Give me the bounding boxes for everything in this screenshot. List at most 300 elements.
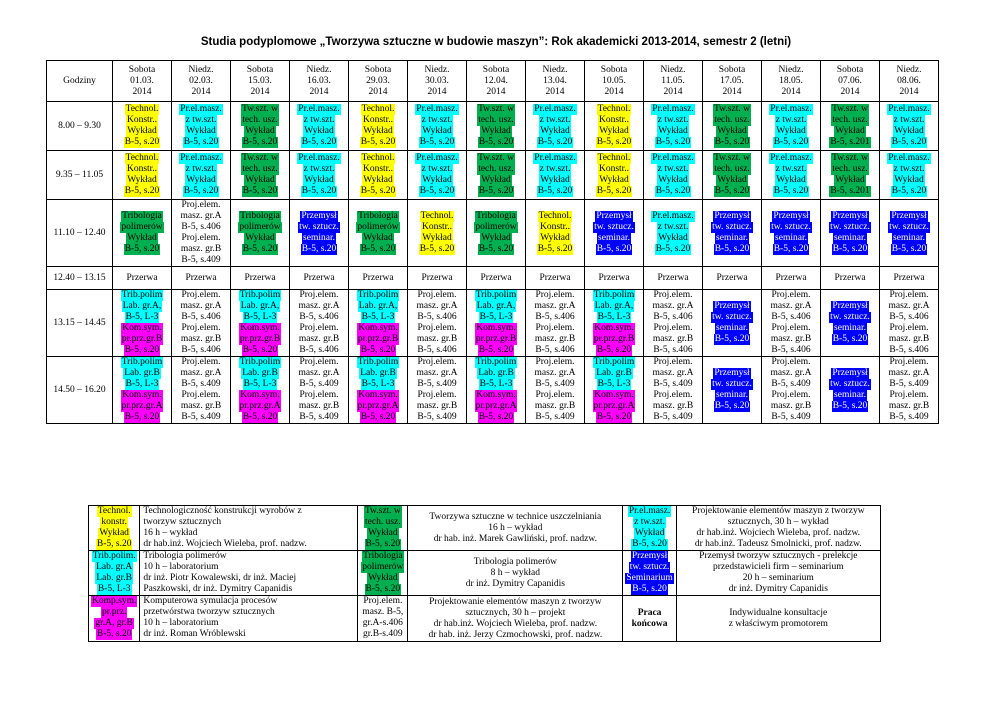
cell-line: [880, 323, 938, 334]
class-cell: [349, 290, 408, 357]
cell-text: 17.05.: [720, 75, 744, 86]
cell-text: 20 h – seminarium: [742, 573, 814, 583]
cell-line: [113, 153, 171, 164]
cell-text: masz. gr.B: [888, 334, 930, 344]
cell-text: 2014: [545, 86, 565, 97]
split-half: [172, 323, 230, 356]
cell-text: masz. gr.A: [888, 368, 930, 378]
cell-line: [349, 345, 407, 356]
cell-line: [467, 104, 525, 115]
cell-text: tw. sztucz.: [771, 222, 811, 232]
cell-text: Lab. gr.B: [124, 368, 160, 378]
cell-line: [585, 345, 643, 356]
cell-text: 2014: [663, 86, 683, 97]
cell-line: [349, 312, 407, 323]
cell-line: [360, 517, 405, 528]
cell-line: [172, 76, 230, 87]
cell-text: B-5, s.20: [478, 137, 514, 147]
cell-line: [113, 211, 171, 222]
cell-text: Lab. gr.A: [96, 562, 133, 572]
cell-text: Kom.sym.: [358, 390, 398, 400]
cell-text: polimerów: [357, 222, 399, 232]
cell-text: Konstr..: [598, 115, 630, 125]
legend-code: [89, 506, 140, 551]
cell-text: gr.A-s.406: [362, 618, 403, 628]
cell-line: [172, 312, 230, 323]
split-half: [290, 323, 348, 356]
cell-line: [625, 584, 673, 595]
cell-line: [408, 76, 466, 87]
split-cell: [467, 357, 525, 423]
break-cell: Przerwa: [408, 267, 467, 290]
cell-line: [91, 618, 137, 629]
cell-line: [349, 137, 407, 148]
cell-line: [113, 390, 171, 401]
cell-line: [113, 175, 171, 186]
cell-line: [113, 126, 171, 137]
break-cell: Przerwa: [762, 267, 821, 290]
cell-content: [231, 151, 289, 199]
cell-text: Pr.el.masz.: [416, 104, 458, 114]
break-cell: Przerwa: [703, 267, 762, 290]
split-cell: [408, 290, 466, 356]
cell-line: [142, 573, 355, 584]
day-header: [113, 61, 172, 102]
cell-text: B-5, s.20: [242, 137, 278, 147]
cell-line: [172, 233, 230, 244]
cell-text: B-5, L-3: [361, 312, 395, 322]
cell-text: Wykład: [894, 126, 924, 136]
split-cell: [408, 357, 466, 423]
split-cell: [113, 357, 171, 423]
cell-line: [762, 323, 820, 334]
cell-text: Wykład: [304, 126, 334, 136]
cell-line: [762, 390, 820, 401]
cell-line: [880, 357, 938, 368]
cell-line: [113, 334, 171, 345]
cell-text: B-5, s.20: [419, 186, 455, 196]
cell-line: [703, 301, 761, 312]
class-cell: [644, 102, 703, 151]
cell-line: [91, 528, 137, 539]
cell-text: Proj.elem.: [181, 390, 221, 400]
legend-text: [408, 506, 623, 551]
split-half: [290, 357, 348, 390]
legend-code: [623, 506, 676, 551]
cell-line: [585, 379, 643, 390]
split-half: [172, 290, 230, 323]
cell-text: seminar.: [716, 233, 748, 243]
cell-line: [526, 290, 584, 301]
cell-text: Tworzywa sztuczne w technice uszczelniania: [429, 511, 602, 522]
cell-text: masz. gr.B: [534, 334, 576, 344]
cell-line: [585, 115, 643, 126]
cell-line: [113, 65, 171, 76]
cell-text: Trib.polim: [357, 357, 399, 367]
cell-line: [349, 164, 407, 175]
class-cell: [585, 357, 644, 424]
cell-text: B-5, s.20: [183, 186, 219, 196]
split-cell: [349, 290, 407, 356]
cell-line: [408, 312, 466, 323]
split-half: [290, 290, 348, 323]
cell-line: [91, 629, 137, 640]
cell-text: Proj.elem.: [889, 290, 929, 300]
cell-text: B-5, s.20: [537, 137, 573, 147]
cell-text: przetwórstwa tworzyw sztucznych: [143, 607, 275, 617]
cell-line: [762, 153, 820, 164]
cell-line: [410, 512, 620, 523]
class-cell: [880, 151, 939, 200]
cell-content: [467, 200, 525, 266]
class-cell: [349, 151, 408, 200]
cell-line: [360, 629, 405, 640]
day-header: [821, 61, 880, 102]
cell-line: [679, 562, 878, 573]
cell-text: Przemysł: [301, 211, 337, 221]
legend-code: [623, 596, 676, 642]
cell-line: [703, 368, 761, 379]
cell-line: [762, 401, 820, 412]
cell-text: 2014: [309, 86, 329, 97]
split-half: [172, 390, 230, 423]
cell-text: pr.prz.gr.B: [475, 334, 517, 344]
cell-text: Proj.elem.: [889, 323, 929, 333]
cell-text: Wykład: [835, 175, 865, 185]
cell-line: [172, 200, 230, 211]
cell-text: B-5, s.409: [889, 412, 929, 422]
cell-text: Wykład: [127, 175, 157, 185]
cell-text: B-5, s.409: [299, 412, 339, 422]
cell-text: B-5, L-3: [125, 312, 159, 322]
cell-line: [821, 115, 879, 126]
cell-text: B-5, s.20: [360, 186, 396, 196]
split-cell: [526, 290, 584, 356]
class-cell: [231, 290, 290, 357]
cell-line: [290, 412, 348, 423]
cell-text: B-5, s.20: [242, 345, 278, 355]
cell-line: [172, 87, 230, 98]
cell-content: [703, 200, 761, 266]
cell-text: Proj.elem.: [299, 323, 339, 333]
cell-text: Lab. gr.A,: [240, 301, 280, 311]
cell-text: masz. gr.B: [416, 334, 458, 344]
cell-line: [821, 323, 879, 334]
cell-line: [526, 186, 584, 197]
cell-line: [585, 87, 643, 98]
cell-text: Trib.polim: [475, 290, 517, 300]
cell-text: Trib.polim.: [92, 551, 136, 561]
split-cell: [290, 290, 348, 356]
cell-line: [821, 164, 879, 175]
cell-line: [142, 596, 355, 607]
cell-text: 16.03.: [307, 75, 331, 86]
cell-text: przedstawicieli firm – seminarium: [713, 562, 844, 572]
cell-text: Niedz.: [542, 64, 568, 75]
cell-line: [585, 211, 643, 222]
class-cell: [467, 357, 526, 424]
cell-line: [142, 618, 355, 629]
cell-text: B-5, s.201: [830, 186, 870, 196]
split-half: [113, 290, 171, 323]
cell-text: tw. sztucz.: [629, 562, 670, 572]
cell-line: [703, 244, 761, 255]
class-cell: [526, 200, 585, 267]
cell-line: [703, 126, 761, 137]
cell-line: [467, 65, 525, 76]
cell-text: 16 h – wykład: [488, 522, 543, 533]
cell-line: [290, 323, 348, 334]
cell-line: [231, 301, 289, 312]
class-cell: [290, 102, 349, 151]
cell-text: Kom.sym.: [122, 390, 162, 400]
cell-text: Konstr..: [598, 164, 630, 174]
cell-line: [349, 390, 407, 401]
cell-text: 13.04.: [543, 75, 567, 86]
cell-text: Kom.sym.: [476, 323, 516, 333]
cell-line: [349, 65, 407, 76]
cell-line: [821, 211, 879, 222]
cell-line: [679, 619, 878, 630]
cell-text: Przemysł: [714, 301, 750, 311]
cell-line: [526, 401, 584, 412]
cell-text: Tw.szt. w: [832, 104, 868, 114]
cell-line: [360, 528, 405, 539]
cell-text: Lab. gr.B: [360, 368, 396, 378]
cell-text: Tw.szt. w: [714, 153, 750, 163]
cell-text: tech. usz.: [478, 115, 514, 125]
cell-text: dr hab. inż. Marek Gawliński, prof. nadzw.: [433, 533, 597, 544]
cell-text: Niedz.: [896, 64, 922, 75]
cell-text: z tw.szt.: [303, 115, 335, 125]
cell-content: [467, 151, 525, 199]
cell-line: [644, 368, 702, 379]
cell-text: B-5, L-3: [243, 312, 277, 322]
cell-line: [526, 334, 584, 345]
cell-line: [467, 137, 525, 148]
cell-line: [172, 379, 230, 390]
cell-line: [762, 412, 820, 423]
cell-text: B-5, s.20: [419, 244, 455, 254]
legend-text: [676, 596, 880, 642]
cell-text: Wykład: [99, 528, 129, 538]
class-cell: [467, 151, 526, 200]
cell-line: [231, 412, 289, 423]
class-cell: [526, 102, 585, 151]
cell-line: [703, 137, 761, 148]
cell-text: Technol.: [597, 104, 631, 114]
cell-text: B-5, s.406: [417, 345, 457, 355]
class-cell: [113, 102, 172, 151]
cell-line: [526, 137, 584, 148]
cell-line: [172, 401, 230, 412]
cell-text: tworzyw sztucznych: [143, 517, 222, 527]
cell-content: [880, 151, 938, 199]
class-cell: [467, 200, 526, 267]
split-half: [231, 390, 289, 423]
cell-text: B-5, L-3: [597, 379, 631, 389]
split-half: [585, 290, 643, 323]
cell-text: B-5, s.20: [714, 137, 750, 147]
cell-text: pr.prz.gr.B: [593, 334, 635, 344]
cell-line: [625, 573, 673, 584]
cell-line: [231, 357, 289, 368]
cell-line: [360, 506, 405, 517]
cell-text: B-5, L-3: [361, 379, 395, 389]
cell-line: [880, 290, 938, 301]
cell-line: [290, 345, 348, 356]
legend-text: [408, 596, 623, 642]
cell-text: z tw.szt.: [185, 164, 217, 174]
cell-line: [762, 76, 820, 87]
cell-text: dr inż. Roman Wróblewski: [143, 629, 246, 639]
cell-line: [585, 312, 643, 323]
cell-text: Konstr..: [126, 164, 158, 174]
split-cell: [585, 290, 643, 356]
cell-line: [526, 211, 584, 222]
cell-text: Sobota: [128, 64, 156, 75]
cell-content: [172, 200, 230, 266]
cell-line: [349, 357, 407, 368]
cell-content: [703, 151, 761, 199]
cell-line: [526, 244, 584, 255]
split-cell: [880, 290, 938, 356]
class-cell: [172, 357, 231, 424]
day-header: [231, 61, 290, 102]
cell-line: [821, 301, 879, 312]
cell-text: Wykład: [658, 126, 688, 136]
cell-line: [644, 126, 702, 137]
cell-text: dr hab. inż. Jerzy Czmochowski, prof. nadzw.: [428, 629, 603, 640]
cell-line: [644, 115, 702, 126]
cell-text: Przemysł: [832, 211, 868, 221]
cell-line: [762, 175, 820, 186]
cell-line: [410, 534, 620, 545]
cell-content: [585, 151, 643, 199]
cell-line: [349, 153, 407, 164]
day-header: [408, 61, 467, 102]
cell-text: Pr.el.masz.: [770, 104, 812, 114]
cell-line: [410, 523, 620, 534]
cell-line: [762, 233, 820, 244]
cell-line: [880, 137, 938, 148]
legend-row: [89, 506, 881, 551]
cell-text: Przemysł: [832, 301, 868, 311]
class-cell: [231, 151, 290, 200]
class-cell: [231, 102, 290, 151]
cell-text: Trib.polim: [239, 290, 281, 300]
cell-text: B-5, s.20: [632, 539, 667, 549]
cell-text: B-5, L-3: [597, 312, 631, 322]
cell-text: Lab. gr.A,: [358, 301, 398, 311]
cell-line: [408, 301, 466, 312]
cell-text: tech. usz.: [242, 115, 278, 125]
cell-text: Wykład: [835, 126, 865, 136]
cell-text: Pr.el.masz.: [652, 211, 694, 221]
class-cell: [585, 151, 644, 200]
cell-text: Wykład: [540, 175, 570, 185]
cell-line: [526, 115, 584, 126]
cell-line: [408, 222, 466, 233]
cell-text: Sobota: [482, 64, 510, 75]
cell-text: masz. gr.B: [180, 334, 222, 344]
cell-text: Wykład: [658, 233, 688, 243]
cell-text: 2014: [486, 86, 506, 97]
cell-text: Technol.: [597, 153, 631, 163]
cell-line: [91, 584, 137, 595]
split-half: [585, 323, 643, 356]
cell-content: [231, 200, 289, 266]
cell-text: Proj.elem.: [653, 357, 693, 367]
cell-line: [585, 222, 643, 233]
class-cell: [703, 151, 762, 200]
cell-text: Proj.elem.: [299, 390, 339, 400]
cell-text: B-5, s.409: [417, 412, 457, 422]
cell-text: gr.A, gr.B: [95, 618, 133, 628]
cell-text: masz. gr.A: [652, 368, 694, 378]
legend-text: [140, 596, 358, 642]
cell-line: [349, 401, 407, 412]
cell-text: masz. gr.A: [416, 301, 458, 311]
cell-text: masz. gr.B: [416, 401, 458, 411]
cell-text: z tw.szt.: [421, 164, 453, 174]
cell-line: [113, 186, 171, 197]
cell-line: [644, 104, 702, 115]
cell-line: [172, 137, 230, 148]
cell-text: sztucznych, 30 h – wykład: [727, 517, 829, 527]
cell-text: B-5, s.20: [242, 412, 278, 422]
cell-text: Przemysł tworzyw sztucznych - prelekcje: [699, 551, 858, 561]
cell-text: Trib.polim: [357, 290, 399, 300]
cell-text: 16 h – wykład: [143, 528, 198, 538]
cell-text: masz. gr.A: [652, 301, 694, 311]
split-half: [880, 390, 938, 423]
cell-text: z tw.szt.: [657, 115, 689, 125]
time-cell: 13.15 – 14.45: [47, 290, 113, 357]
cell-line: [349, 126, 407, 137]
cell-text: Pr.el.masz.: [770, 153, 812, 163]
cell-line: [172, 323, 230, 334]
cell-line: [644, 222, 702, 233]
cell-text: tw. sztucz.: [712, 379, 752, 389]
cell-text: Wykład: [894, 175, 924, 185]
cell-text: seminar.: [893, 233, 925, 243]
class-cell: [467, 290, 526, 357]
cell-text: Niedz.: [778, 64, 804, 75]
split-half: [408, 290, 466, 323]
cell-text: 2014: [840, 86, 860, 97]
split-cell: [644, 357, 702, 423]
cell-line: [172, 412, 230, 423]
cell-text: Przemysł: [631, 551, 668, 561]
cell-text: Przemysł: [891, 211, 927, 221]
cell-line: [408, 164, 466, 175]
cell-text: B-5, s.406: [889, 312, 929, 322]
cell-text: masz. gr.B: [652, 401, 694, 411]
cell-text: seminar.: [598, 233, 630, 243]
cell-line: [290, 334, 348, 345]
cell-line: [113, 412, 171, 423]
cell-line: [585, 65, 643, 76]
split-cell: [172, 357, 230, 423]
class-cell: [762, 151, 821, 200]
cell-line: [172, 186, 230, 197]
cell-content: [762, 200, 820, 266]
cell-line: [113, 357, 171, 368]
cell-content: [113, 102, 171, 150]
cell-text: Kom.sym.: [358, 323, 398, 333]
cell-text: masz. gr.B: [298, 401, 340, 411]
